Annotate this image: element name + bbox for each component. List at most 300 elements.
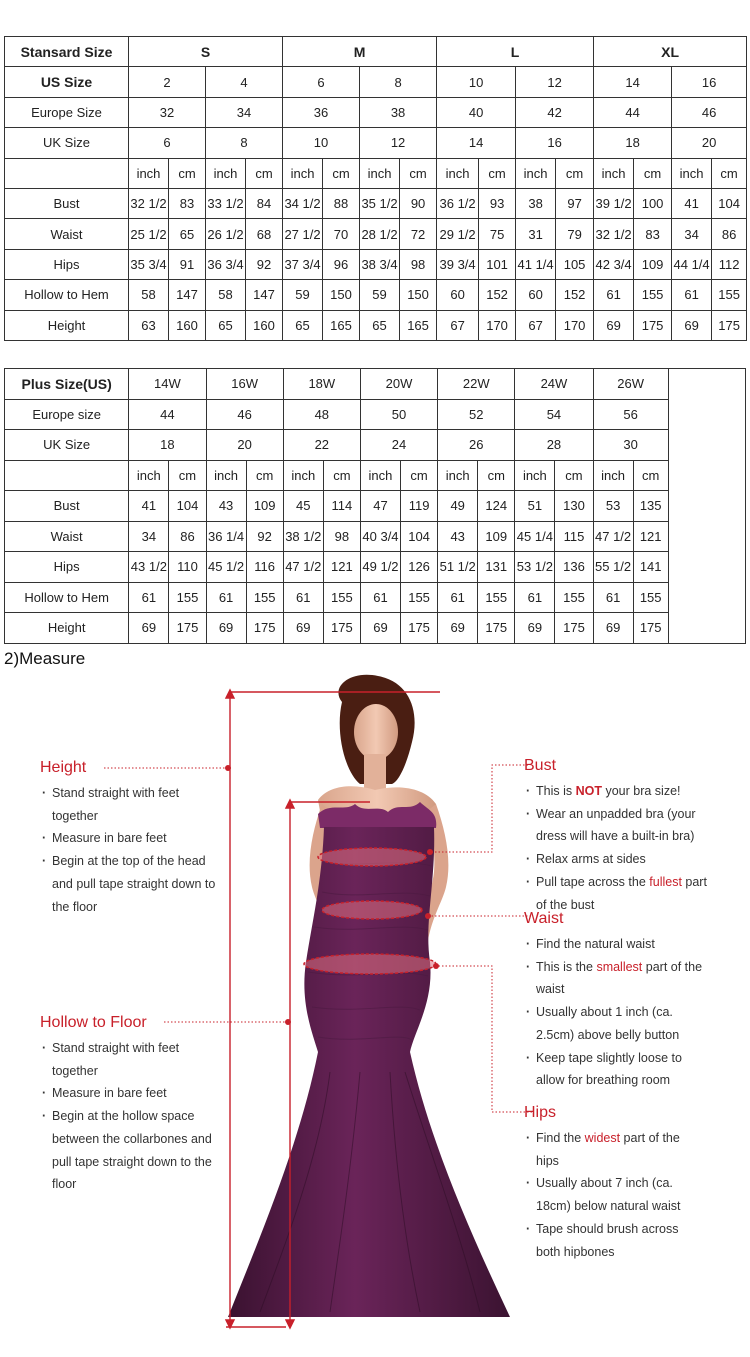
measurement-value: 31 [516, 219, 556, 249]
plus-uk-size-cell: 22 [283, 430, 360, 461]
measurement-value: 55 1/2 [593, 552, 633, 583]
size-group-cell: S [129, 37, 283, 67]
height-heading: Height [40, 759, 87, 776]
measurement-value: 38 1/2 [283, 521, 323, 552]
unit-cm-cell: cm [479, 158, 516, 188]
measurement-label: Bust [5, 491, 129, 522]
measurement-value: 75 [479, 219, 516, 249]
measurement-value: 42 3/4 [594, 249, 634, 279]
measurement-label: Waist [5, 521, 129, 552]
measurement-value: 109 [634, 249, 672, 279]
measurement-value: 34 1/2 [283, 188, 323, 218]
measurement-value: 175 [169, 613, 206, 644]
unit-inch-cell: inch [360, 158, 400, 188]
plus-uk-size-cell: 28 [515, 430, 593, 461]
measurement-row [5, 280, 747, 310]
measurement-value: 35 3/4 [129, 249, 169, 279]
measurement-label: Hips [5, 249, 129, 279]
plus-uk-size-cell: 20 [206, 430, 283, 461]
plus-us-size-cell: 26W [593, 369, 668, 400]
measurement-value: 126 [401, 552, 438, 583]
plus-uk-size-cell: 26 [438, 430, 515, 461]
measurement-value: 60 [516, 280, 556, 310]
plus-europe-size-cell: 44 [129, 399, 206, 430]
waist-item: · This is the smallest part of the waist [524, 956, 704, 1001]
measurement-value: 79 [556, 219, 594, 249]
measurement-value: 92 [246, 249, 283, 279]
measurement-value: 53 1/2 [515, 552, 555, 583]
plus-size-header: Plus Size(US) [5, 369, 129, 400]
measurement-value: 32 1/2 [594, 219, 634, 249]
plus-uk-size-label: UK Size [5, 430, 129, 461]
plus-europe-size-cell: 50 [360, 399, 437, 430]
plus-us-size-cell: 20W [360, 369, 437, 400]
unit-inch-cell: inch [594, 158, 634, 188]
measurement-value: 61 [360, 582, 400, 613]
measurement-value: 47 1/2 [283, 552, 323, 583]
hollow-section [40, 1013, 225, 1196]
measurement-value: 53 [593, 491, 633, 522]
measurement-value: 45 1/4 [515, 521, 555, 552]
bust-item: · This is NOT your bra size! [524, 780, 714, 803]
measurement-value: 93 [479, 188, 516, 218]
measurement-label: Bust [5, 188, 129, 218]
measurement-value: 114 [323, 491, 360, 522]
measurement-value: 69 [283, 613, 323, 644]
measurement-value: 101 [479, 249, 516, 279]
unit-row-blank [5, 158, 129, 188]
measurement-value: 49 [438, 491, 478, 522]
measurement-value: 44 1/4 [672, 249, 712, 279]
measurement-row [5, 188, 747, 218]
plus-uk-size-cell: 24 [360, 430, 437, 461]
size-group-cell: L [437, 37, 594, 67]
measurement-row [5, 310, 747, 340]
plus-europe-size-label: Europe size [5, 399, 129, 430]
measurement-value: 51 [515, 491, 555, 522]
hips-item: · Usually about 7 inch (ca. 18cm) below natural waist [524, 1172, 699, 1217]
europe-size-cell: 34 [206, 97, 283, 127]
unit-inch-cell: inch [129, 460, 169, 491]
measurement-value: 150 [323, 280, 360, 310]
measurement-value: 121 [633, 521, 668, 552]
us-size-cell: 8 [360, 67, 437, 97]
measurement-value: 155 [401, 582, 438, 613]
unit-cm-cell: cm [478, 460, 515, 491]
measurement-label: Hollow to Hem [5, 280, 129, 310]
us-size-cell: 12 [516, 67, 594, 97]
measurement-value: 38 3/4 [360, 249, 400, 279]
waist-tape [322, 901, 422, 919]
europe-size-label: Europe Size [5, 97, 129, 127]
measurement-value: 175 [712, 310, 747, 340]
waist-item: · Keep tape slightly loose to allow for breathing room [524, 1047, 704, 1092]
bust-item: · Wear an unpadded bra (your dress will have a built-in bra) [524, 803, 714, 848]
unit-cm-cell: cm [401, 460, 438, 491]
uk-size-cell: 14 [437, 128, 516, 158]
unit-cm-cell: cm [323, 460, 360, 491]
measurement-value: 60 [437, 280, 479, 310]
measurement-value: 109 [478, 521, 515, 552]
measurement-value: 116 [246, 552, 283, 583]
measurement-value: 68 [246, 219, 283, 249]
measurement-value: 165 [323, 310, 360, 340]
unit-cm-cell: cm [712, 158, 747, 188]
measurement-value: 69 [438, 613, 478, 644]
measurement-value: 83 [169, 188, 206, 218]
plus-uk-size-row [5, 430, 746, 461]
uk-size-cell: 6 [129, 128, 206, 158]
unit-inch-cell: inch [206, 460, 246, 491]
measurement-value: 130 [555, 491, 593, 522]
measurement-value: 61 [206, 582, 246, 613]
measurement-value: 35 1/2 [360, 188, 400, 218]
measurement-value: 105 [556, 249, 594, 279]
measurement-value: 86 [169, 521, 206, 552]
measurement-value: 70 [323, 219, 360, 249]
measurement-label: Hollow to Hem [5, 582, 129, 613]
measurement-value: 36 1/4 [206, 521, 246, 552]
measurement-value: 65 [169, 219, 206, 249]
measurement-value: 155 [478, 582, 515, 613]
europe-size-cell: 46 [672, 97, 747, 127]
plus-europe-size-row [5, 399, 746, 430]
europe-size-cell: 36 [283, 97, 360, 127]
measurement-value: 96 [323, 249, 360, 279]
measurement-value: 69 [594, 310, 634, 340]
measurement-value: 115 [555, 521, 593, 552]
measurement-value: 45 [283, 491, 323, 522]
measurement-value: 155 [246, 582, 283, 613]
uk-size-row [5, 128, 747, 158]
europe-size-cell: 32 [129, 97, 206, 127]
measurement-value: 124 [478, 491, 515, 522]
plus-us-size-cell: 14W [129, 369, 206, 400]
size-group-cell: M [283, 37, 437, 67]
measurement-value: 61 [672, 280, 712, 310]
height-item: · Stand straight with feet together [40, 782, 225, 827]
plus-us-size-cell: 24W [515, 369, 593, 400]
plus-measurement-row [5, 521, 746, 552]
uk-size-cell: 12 [360, 128, 437, 158]
measurement-value: 41 [672, 188, 712, 218]
measurement-value: 69 [206, 613, 246, 644]
measurement-value: 41 [129, 491, 169, 522]
measurement-value: 25 1/2 [129, 219, 169, 249]
measurement-value: 135 [633, 491, 668, 522]
europe-size-cell: 42 [516, 97, 594, 127]
measurement-value: 69 [360, 613, 400, 644]
measurement-value: 61 [515, 582, 555, 613]
unit-cm-cell: cm [555, 460, 593, 491]
measurement-value: 63 [129, 310, 169, 340]
measurement-value: 175 [478, 613, 515, 644]
measurement-value: 39 3/4 [437, 249, 479, 279]
bust-section [524, 756, 714, 916]
measurement-value: 150 [400, 280, 437, 310]
bust-tape [318, 848, 426, 866]
unit-inch-cell: inch [206, 158, 246, 188]
measurement-value: 104 [169, 491, 206, 522]
uk-size-cell: 8 [206, 128, 283, 158]
hollow-item: · Measure in bare feet [40, 1082, 225, 1105]
us-size-cell: 2 [129, 67, 206, 97]
unit-cm-cell: cm [169, 158, 206, 188]
measurement-row [5, 249, 747, 279]
waist-section [524, 909, 704, 1092]
measurement-value: 67 [437, 310, 479, 340]
plus-measurement-row [5, 613, 746, 644]
us-size-label: US Size [5, 67, 129, 97]
measurement-value: 175 [634, 310, 672, 340]
measurement-value: 155 [555, 582, 593, 613]
plus-us-size-cell: 18W [283, 369, 360, 400]
measurement-value: 155 [634, 280, 672, 310]
unit-cm-cell: cm [400, 158, 437, 188]
measurement-value: 160 [246, 310, 283, 340]
measurement-value: 65 [206, 310, 246, 340]
uk-size-cell: 10 [283, 128, 360, 158]
hips-heading: Hips [524, 1104, 557, 1121]
uk-size-label: UK Size [5, 128, 129, 158]
measurement-value: 121 [323, 552, 360, 583]
measurement-value: 45 1/2 [206, 552, 246, 583]
us-size-cell: 4 [206, 67, 283, 97]
plus-us-size-row [5, 369, 746, 400]
measurement-value: 65 [283, 310, 323, 340]
plus-size-table [4, 368, 746, 644]
plus-measurement-row [5, 491, 746, 522]
us-size-row [5, 67, 747, 97]
measurement-value: 39 1/2 [594, 188, 634, 218]
plus-uk-size-cell: 30 [593, 430, 668, 461]
measurement-value: 67 [516, 310, 556, 340]
measurement-value: 155 [323, 582, 360, 613]
measurement-value: 104 [712, 188, 747, 218]
plus-europe-size-cell: 52 [438, 399, 515, 430]
us-size-cell: 16 [672, 67, 747, 97]
measurement-value: 61 [438, 582, 478, 613]
measurement-value: 36 3/4 [206, 249, 246, 279]
measurement-value: 43 [206, 491, 246, 522]
unit-row-blank [5, 460, 129, 491]
measurement-value: 72 [400, 219, 437, 249]
measurement-value: 61 [594, 280, 634, 310]
unit-inch-cell: inch [515, 460, 555, 491]
measurement-value: 119 [401, 491, 438, 522]
standard-size-header: Stansard Size [5, 37, 129, 67]
unit-inch-cell: inch [283, 460, 323, 491]
measurement-value: 61 [593, 582, 633, 613]
measurement-label: Hips [5, 552, 129, 583]
measurement-value: 155 [169, 582, 206, 613]
hips-tape [304, 954, 436, 974]
plus-us-size-cell: 16W [206, 369, 283, 400]
measurement-value: 34 [672, 219, 712, 249]
unit-inch-cell: inch [437, 158, 479, 188]
europe-size-cell: 38 [360, 97, 437, 127]
unit-inch-cell: inch [283, 158, 323, 188]
unit-cm-cell: cm [246, 158, 283, 188]
measurement-value: 109 [246, 491, 283, 522]
measurement-value: 40 3/4 [360, 521, 400, 552]
plus-europe-size-cell: 46 [206, 399, 283, 430]
uk-size-cell: 18 [594, 128, 672, 158]
europe-size-row [5, 97, 747, 127]
unit-cm-cell: cm [246, 460, 283, 491]
bust-item: · Pull tape across the fullest part of the bust [524, 871, 714, 916]
hips-section [524, 1103, 699, 1263]
measurement-label: Height [5, 613, 129, 644]
measurement-value: 69 [129, 613, 169, 644]
measurement-value: 33 1/2 [206, 188, 246, 218]
measurement-value: 165 [400, 310, 437, 340]
unit-cm-cell: cm [556, 158, 594, 188]
measurement-label: Waist [5, 219, 129, 249]
measurement-value: 69 [672, 310, 712, 340]
measurement-value: 104 [401, 521, 438, 552]
measurement-value: 88 [323, 188, 360, 218]
uk-size-cell: 16 [516, 128, 594, 158]
measurement-value: 69 [593, 613, 633, 644]
measurement-value: 92 [246, 521, 283, 552]
measurement-value: 43 1/2 [129, 552, 169, 583]
us-size-cell: 14 [594, 67, 672, 97]
plus-europe-size-cell: 48 [283, 399, 360, 430]
measurement-value: 41 1/4 [516, 249, 556, 279]
hips-item: · Find the widest part of the hips [524, 1127, 699, 1172]
us-size-cell: 6 [283, 67, 360, 97]
measurement-value: 175 [401, 613, 438, 644]
measurement-value: 36 1/2 [437, 188, 479, 218]
measurement-value: 155 [633, 582, 668, 613]
uk-size-cell: 20 [672, 128, 747, 158]
plus-us-size-cell: 22W [438, 369, 515, 400]
size-group-row [5, 37, 747, 67]
plus-uk-size-cell: 18 [129, 430, 206, 461]
measurement-value: 175 [323, 613, 360, 644]
measurement-value: 86 [712, 219, 747, 249]
measurement-value: 83 [634, 219, 672, 249]
measurement-value: 43 [438, 521, 478, 552]
unit-inch-cell: inch [438, 460, 478, 491]
measurement-value: 100 [634, 188, 672, 218]
measurement-value: 175 [246, 613, 283, 644]
size-group-cell: XL [594, 37, 747, 67]
measurement-value: 27 1/2 [283, 219, 323, 249]
measurement-value: 131 [478, 552, 515, 583]
measurement-value: 58 [129, 280, 169, 310]
hollow-item: · Begin at the hollow space between the collarbones and pull tape straight down to the floor [40, 1105, 225, 1196]
standard-size-table [4, 36, 747, 341]
measurement-value: 26 1/2 [206, 219, 246, 249]
measurement-value: 59 [283, 280, 323, 310]
model-illustration [228, 675, 510, 1317]
measurement-value: 147 [169, 280, 206, 310]
unit-inch-cell: inch [129, 158, 169, 188]
measurement-value: 160 [169, 310, 206, 340]
unit-row [5, 158, 747, 188]
measurement-value: 136 [555, 552, 593, 583]
measurement-value: 59 [360, 280, 400, 310]
measurement-value: 58 [206, 280, 246, 310]
unit-cm-cell: cm [634, 158, 672, 188]
europe-size-cell: 40 [437, 97, 516, 127]
measurement-row [5, 219, 747, 249]
measurement-value: 61 [129, 582, 169, 613]
measurement-value: 38 [516, 188, 556, 218]
measurement-value: 97 [556, 188, 594, 218]
waist-item: · Usually about 1 inch (ca. 2.5cm) above belly button [524, 1001, 704, 1046]
measurement-value: 141 [633, 552, 668, 583]
hollow-heading: Hollow to Floor [40, 1014, 147, 1031]
measure-title: 2)Measure [4, 649, 86, 668]
measurement-label: Height [5, 310, 129, 340]
measurement-value: 112 [712, 249, 747, 279]
plus-measurement-row [5, 552, 746, 583]
measurement-value: 61 [283, 582, 323, 613]
plus-blank-column [668, 369, 745, 644]
measurement-value: 170 [556, 310, 594, 340]
plus-unit-row [5, 460, 746, 491]
hips-item: · Tape should brush across both hipbones [524, 1218, 699, 1263]
bust-heading: Bust [524, 757, 557, 774]
waist-item: · Find the natural waist [524, 933, 704, 956]
measurement-value: 37 3/4 [283, 249, 323, 279]
measurement-value: 152 [479, 280, 516, 310]
us-size-cell: 10 [437, 67, 516, 97]
height-item: · Begin at the top of the head and pull tape straight down to the floor [40, 850, 225, 918]
measurement-value: 29 1/2 [437, 219, 479, 249]
measurement-value: 90 [400, 188, 437, 218]
measurement-value: 170 [479, 310, 516, 340]
measurement-value: 152 [556, 280, 594, 310]
measurement-value: 28 1/2 [360, 219, 400, 249]
measurement-value: 51 1/2 [438, 552, 478, 583]
unit-cm-cell: cm [323, 158, 360, 188]
waist-heading: Waist [524, 910, 564, 927]
bust-item: · Relax arms at sides [524, 848, 714, 871]
measurement-value: 91 [169, 249, 206, 279]
measurement-value: 84 [246, 188, 283, 218]
plus-europe-size-cell: 54 [515, 399, 593, 430]
plus-europe-size-cell: 56 [593, 399, 668, 430]
hollow-item: · Stand straight with feet together [40, 1037, 225, 1082]
unit-inch-cell: inch [360, 460, 400, 491]
europe-size-cell: 44 [594, 97, 672, 127]
unit-inch-cell: inch [672, 158, 712, 188]
measurement-value: 47 [360, 491, 400, 522]
unit-cm-cell: cm [633, 460, 668, 491]
unit-inch-cell: inch [516, 158, 556, 188]
measurement-value: 34 [129, 521, 169, 552]
measurement-value: 175 [633, 613, 668, 644]
measurement-value: 65 [360, 310, 400, 340]
measurement-value: 110 [169, 552, 206, 583]
measurement-value: 175 [555, 613, 593, 644]
measurement-value: 47 1/2 [593, 521, 633, 552]
unit-cm-cell: cm [169, 460, 206, 491]
height-section [40, 758, 225, 918]
unit-inch-cell: inch [593, 460, 633, 491]
measurement-value: 147 [246, 280, 283, 310]
measurement-value: 32 1/2 [129, 188, 169, 218]
measurement-value: 98 [400, 249, 437, 279]
measurement-value: 49 1/2 [360, 552, 400, 583]
plus-measurement-row [5, 582, 746, 613]
measurement-value: 98 [323, 521, 360, 552]
height-item: · Measure in bare feet [40, 827, 225, 850]
